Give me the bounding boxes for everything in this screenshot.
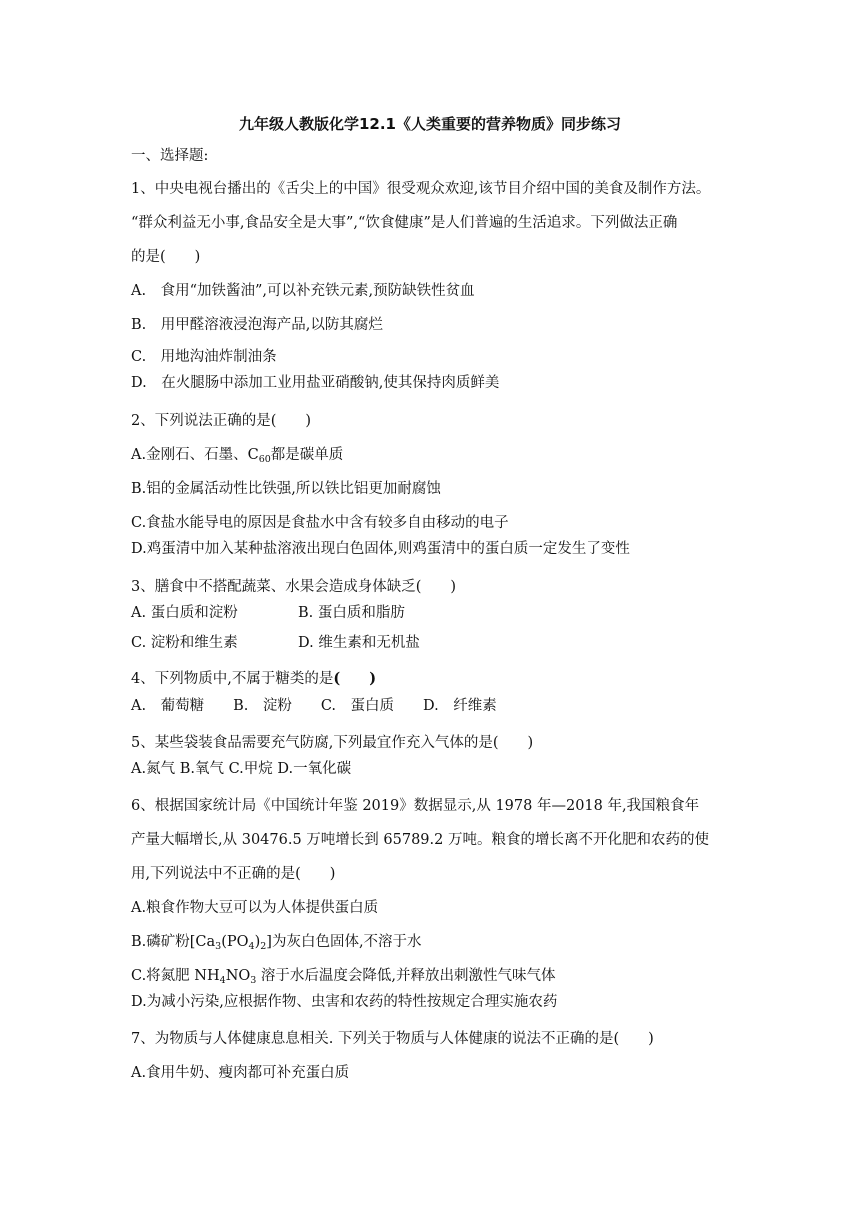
q1-option-c: C. 用地沟油炸制油条 <box>131 349 277 365</box>
q6-option-b-sub1: 3 <box>215 941 222 952</box>
q1-option-d: D. 在火腿肠中添加工业用盐亚硝酸钠,使其保持肉质鲜美 <box>131 375 500 391</box>
q5-stem: 5、某些袋装食品需要充气防腐,下列最宜作充入气体的是( ) <box>131 735 534 751</box>
q6-option-c-sub1: 4 <box>219 975 226 986</box>
q7-option-a: A.食用牛奶、瘦肉都可补充蛋白质 <box>131 1065 350 1081</box>
q6-option-c-sub2: 3 <box>250 975 257 986</box>
q2-stem: 2、下列说法正确的是( ) <box>131 413 312 429</box>
q2-option-c: C.食盐水能导电的原因是食盐水中含有较多自由移动的电子 <box>131 515 509 531</box>
q2-option-a-text-end: 都是碳单质 <box>270 447 344 463</box>
q1-stem-line2: “群众利益无小事,食品安全是大事”,“饮食健康”是人们普遍的生活追求。下列做法正确 <box>131 215 678 231</box>
q1-option-b: B. 用甲醛溶液浸泡海产品,以防其腐烂 <box>131 317 383 333</box>
q6-option-c-text: C.将氮肥 NH <box>131 968 220 984</box>
q1-stem-line3: 的是( ) <box>131 249 201 265</box>
q6-option-c-end: 溶于水后温度会降低,并释放出刺激性气味气体 <box>256 968 556 984</box>
q6-option-c <box>131 967 556 990</box>
q6-stem-line3: 用,下列说法中不正确的是( ) <box>131 866 336 882</box>
q4-stem-text: 4、下列物质中,不属于糖类的是 <box>131 671 334 687</box>
q6-stem-line1: 6、根据国家统计局《中国统计年鉴 2019》数据显示,从 1978 年—2018 年,我国粮食年 <box>131 798 700 814</box>
q1-stem-line1: 1、中央电视台播出的《舌尖上的中国》很受观众欢迎,该节目介绍中国的美食及制作方法。 <box>131 181 711 197</box>
section-heading: 一、选择题: <box>131 148 209 164</box>
q2-option-a-text: A.金刚石、石墨、C <box>131 447 259 463</box>
q6-option-a: A.粮食作物大豆可以为人体提供蛋白质 <box>131 900 379 916</box>
q6-option-b-text: B.磷矿粉[Ca <box>131 934 216 950</box>
q6-stem-line2: 产量大幅增长,从 30476.5 万吨增长到 65789.2 万吨。粮食的增长离不开化肥和农药的使 <box>131 832 709 848</box>
q2-option-a <box>131 446 343 469</box>
q3-option-d: D. 维生素和无机盐 <box>298 635 420 651</box>
q3-option-b: B. 蛋白质和脂肪 <box>298 605 405 621</box>
q6-option-b <box>131 933 422 956</box>
q6-option-d: D.为减小污染,应根据作物、虫害和农药的特性按规定合理实施农药 <box>131 994 558 1010</box>
q2-option-a-subscript: 60 <box>258 454 271 465</box>
q4-stem <box>131 670 376 688</box>
q1-option-a: A. 食用“加铁酱油”,可以补充铁元素,预防缺铁性贫血 <box>131 283 475 299</box>
q6-option-b-mid2: ) <box>254 934 261 950</box>
q4-stem-paren: ( ) <box>333 670 377 687</box>
q5-options: A.氮气 B.氧气 C.甲烷 D.一氧化碳 <box>131 761 352 777</box>
q6-option-b-end: ]为灰白色固体,不溶于水 <box>266 934 422 950</box>
q4-options: A. 葡萄糖 B. 淀粉 C. 蛋白质 D. 纤维素 <box>131 698 497 714</box>
q2-option-d: D.鸡蛋清中加入某种盐溶液出现白色固体,则鸡蛋清中的蛋白质一定发生了变性 <box>131 541 630 557</box>
q6-option-b-sub3: 2 <box>260 941 267 952</box>
q7-stem: 7、为物质与人体健康息息相关. 下列关于物质与人体健康的说法不正确的是( ) <box>131 1031 654 1047</box>
q2-option-b: B.铝的金属活动性比铁强,所以铁比铝更加耐腐蚀 <box>131 481 441 497</box>
q3-option-c: C. 淀粉和维生素 <box>131 635 238 651</box>
q6-option-c-mid: NO <box>225 968 251 984</box>
q6-option-b-sub2: 4 <box>248 941 255 952</box>
document-title: 九年级人教版化学12.1《人类重要的营养物质》同步练习 <box>238 115 621 133</box>
q3-option-a: A. 蛋白质和淀粉 <box>131 605 238 621</box>
q6-option-b-mid: (PO <box>221 934 249 950</box>
q3-stem: 3、膳食中不搭配蔬菜、水果会造成身体缺乏( ) <box>131 579 457 595</box>
